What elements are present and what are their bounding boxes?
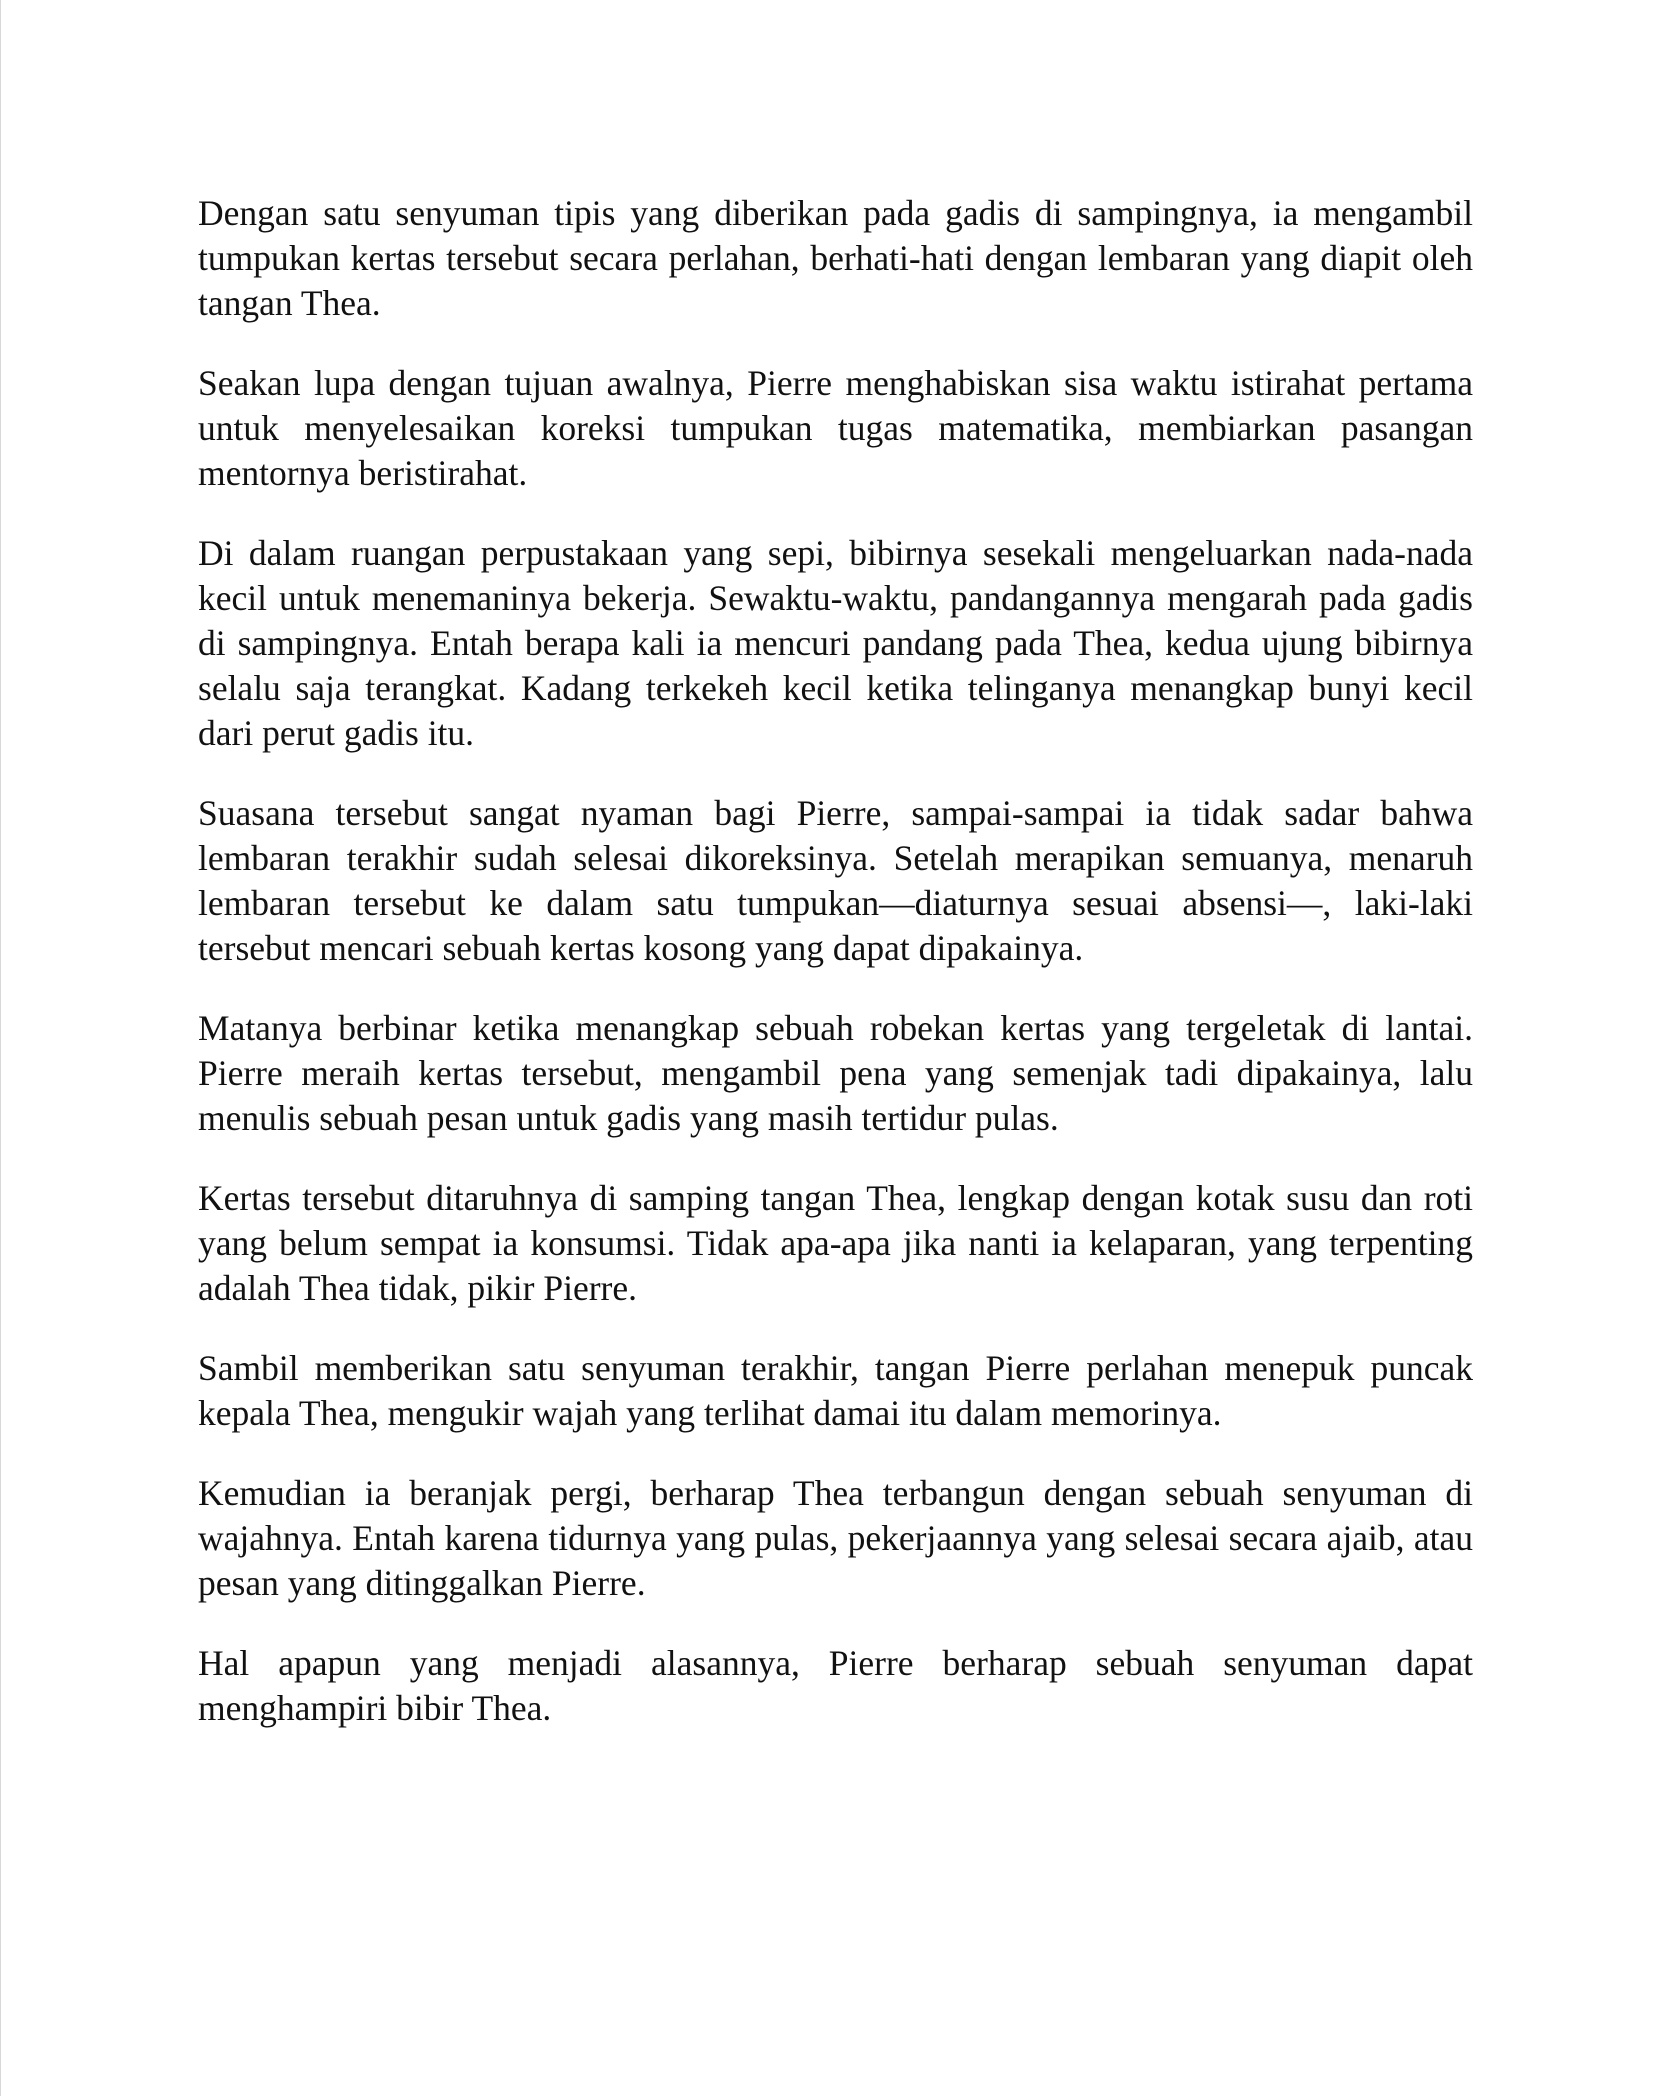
paragraph-7: Sambil memberikan satu senyuman terakhir, tangan Pierre perlahan menepuk puncak kepala Thea, mengukir wajah yang terlihat damai itu dalam memorinya. — [198, 1348, 1473, 1433]
paragraph-8: Kemudian ia beranjak pergi, berharap Thea terbangun dengan sebuah senyuman di wajahnya. Entah karena tidurnya yang pulas, pekerjaannya yang selesai secara ajaib, atau pesan yang ditinggalkan Pierre. — [198, 1473, 1473, 1603]
document-body — [198, 191, 1473, 1731]
paragraph-3: Di dalam ruangan perpustakaan yang sepi, bibirnya sesekali mengeluarkan nada-nada kecil untuk menemaninya bekerja. Sewaktu-waktu, pandangannya mengarah pada gadis di sampingnya. Entah berapa kali ia mencuri pandang pada Thea, kedua ujung bibirnya selalu saja terangkat. Kadang terkekeh kecil ketika telinganya menangkap bunyi kecil dari perut gadis itu. — [198, 533, 1473, 753]
paragraph-2: Seakan lupa dengan tujuan awalnya, Pierre menghabiskan sisa waktu istirahat pertama untuk menyelesaikan koreksi tumpukan tugas matematika, membiarkan pasangan mentornya beristirahat. — [198, 363, 1473, 493]
paragraph-5: Matanya berbinar ketika menangkap sebuah robekan kertas yang tergeletak di lantai. Pierre meraih kertas tersebut, mengambil pena yang semenjak tadi dipakainya, lalu menulis sebuah pesan untuk gadis yang masih tertidur pulas. — [198, 1008, 1473, 1138]
paragraph-9: Hal apapun yang menjadi alasannya, Pierre berharap sebuah senyuman dapat menghampiri bibir Thea. — [198, 1643, 1473, 1728]
paragraph-4: Suasana tersebut sangat nyaman bagi Pierre, sampai-sampai ia tidak sadar bahwa lembaran terakhir sudah selesai dikoreksinya. Setelah merapikan semuanya, menaruh lembaran tersebut ke dalam satu tumpukan—diaturnya sesuai absensi—, laki-laki tersebut mencari sebuah kertas kosong yang dapat dipakainya. — [198, 793, 1473, 968]
paragraph-6: Kertas tersebut ditaruhnya di samping tangan Thea, lengkap dengan kotak susu dan roti yang belum sempat ia konsumsi. Tidak apa-apa jika nanti ia kelaparan, yang terpenting adalah Thea tidak, pikir Pierre. — [198, 1178, 1473, 1308]
paragraph-1: Dengan satu senyuman tipis yang diberikan pada gadis di sampingnya, ia mengambil tumpukan kertas tersebut secara perlahan, berhati-hati dengan lembaran yang diapit oleh tangan Thea. — [198, 193, 1473, 323]
